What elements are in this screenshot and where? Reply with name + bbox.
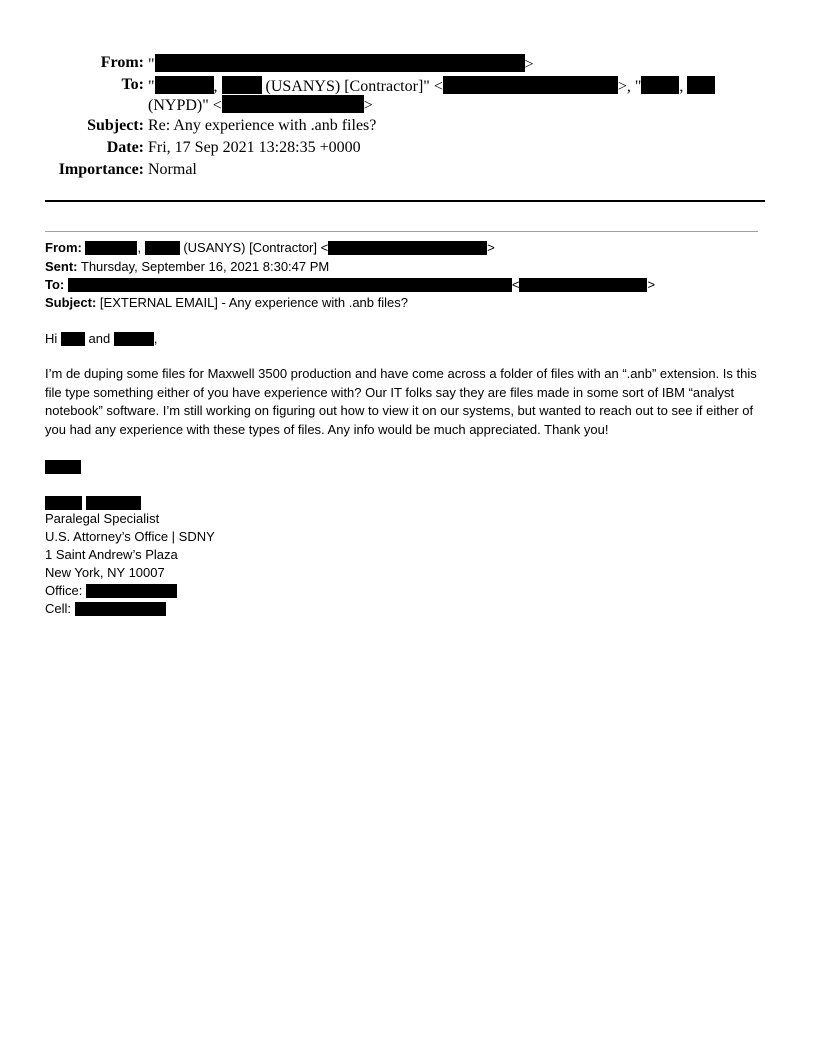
from-suffix: >: [524, 56, 534, 73]
from-quote: ": [148, 56, 155, 73]
signature-cell-phone: [45, 600, 166, 618]
to-gt: >: [647, 277, 656, 292]
quoted-sent-value: Thursday, September 16, 2021 8:30:47 PM: [80, 259, 330, 274]
to-separator: >, ": [617, 78, 642, 95]
to-lt: <: [511, 277, 520, 292]
signature-office-phone: [45, 582, 177, 600]
cell-phone-label: Cell:: [45, 601, 72, 616]
redaction: [328, 241, 487, 255]
redaction: [114, 332, 154, 346]
to-quote: ": [148, 78, 155, 95]
signature-title: Paralegal Specialist: [45, 511, 160, 526]
signature-office: U.S. Attorney’s Office | SDNY: [45, 529, 215, 544]
redaction: [45, 460, 81, 474]
redaction: [443, 76, 618, 94]
header-subject-value: Re: Any experience with .anb files?: [148, 117, 377, 134]
greeting: [45, 330, 157, 348]
signature-address-2: New York, NY 10007: [45, 565, 165, 580]
quoted-subject-value: [EXTERNAL EMAIL] - Any experience with .anb files?: [99, 295, 408, 310]
redaction: [145, 241, 180, 255]
redaction: [85, 241, 137, 255]
from-comma: ,: [137, 240, 142, 255]
redaction: [519, 278, 647, 292]
quoted-to-row: [45, 276, 655, 294]
header-importance-label: Importance:: [58, 161, 144, 178]
quoted-sent-label: Sent:: [45, 259, 78, 274]
header-to-value-line2: [148, 95, 373, 115]
redaction: [86, 584, 177, 598]
header-from-label: From:: [100, 54, 144, 71]
quoted-from-label: From:: [45, 240, 82, 255]
redaction: [155, 54, 525, 72]
header-from-value: [148, 54, 534, 74]
quoted-to-label: To:: [45, 277, 65, 292]
to-end: >: [363, 97, 373, 114]
header-to-label: To:: [121, 76, 144, 93]
greeting-and: and: [88, 331, 111, 346]
sender-name-redacted: [45, 458, 81, 476]
quoted-divider: [45, 231, 758, 232]
to-org: (USANYS) [Contractor]" <: [265, 78, 443, 95]
quoted-from-org: (USANYS) [Contractor] <: [183, 240, 329, 255]
redaction: [222, 95, 364, 113]
office-phone-label: Office:: [45, 583, 83, 598]
redaction: [222, 76, 262, 94]
redaction: [155, 76, 214, 94]
redaction: [687, 76, 715, 94]
message-body: I’m de duping some files for Maxwell 3500 production and have come across a folder of files with an “.anb” extension. Is this file type something either of you have experience with? Our IT folks say they are files made in some sort of IBM “analyst notebook” software. I’m still working on figuring out how to view it on our systems, but wanted to reach out to see if either of you had any experience with these types of files. Any info would be much appreciated. Thank you!: [45, 366, 757, 437]
redaction: [86, 496, 141, 510]
from-end: >: [487, 240, 495, 255]
greeting-comma: ,: [153, 331, 158, 346]
header-date-value: Fri, 17 Sep 2021 13:28:35 +0000: [148, 139, 361, 156]
header-to-value-line1: [148, 76, 715, 96]
header-date-label: Date:: [106, 139, 144, 156]
header-subject-label: Subject:: [87, 117, 144, 134]
quoted-subject-label: Subject:: [45, 295, 97, 310]
redaction: [61, 332, 85, 346]
signature-address-1: 1 Saint Andrew’s Plaza: [45, 547, 178, 562]
redaction: [68, 278, 512, 292]
redaction: [641, 76, 679, 94]
quoted-sent-row: [45, 258, 329, 276]
quoted-subject-row: [45, 294, 408, 312]
header-divider: [45, 200, 765, 202]
header-importance-value: Normal: [148, 161, 197, 178]
redaction: [45, 496, 82, 510]
quoted-from-row: [45, 239, 495, 257]
redaction: [75, 602, 166, 616]
to-org: (NYPD)" <: [148, 97, 222, 114]
to-comma: ,: [213, 78, 218, 95]
greeting-hi: Hi: [45, 331, 58, 346]
to-comma: ,: [679, 78, 684, 95]
